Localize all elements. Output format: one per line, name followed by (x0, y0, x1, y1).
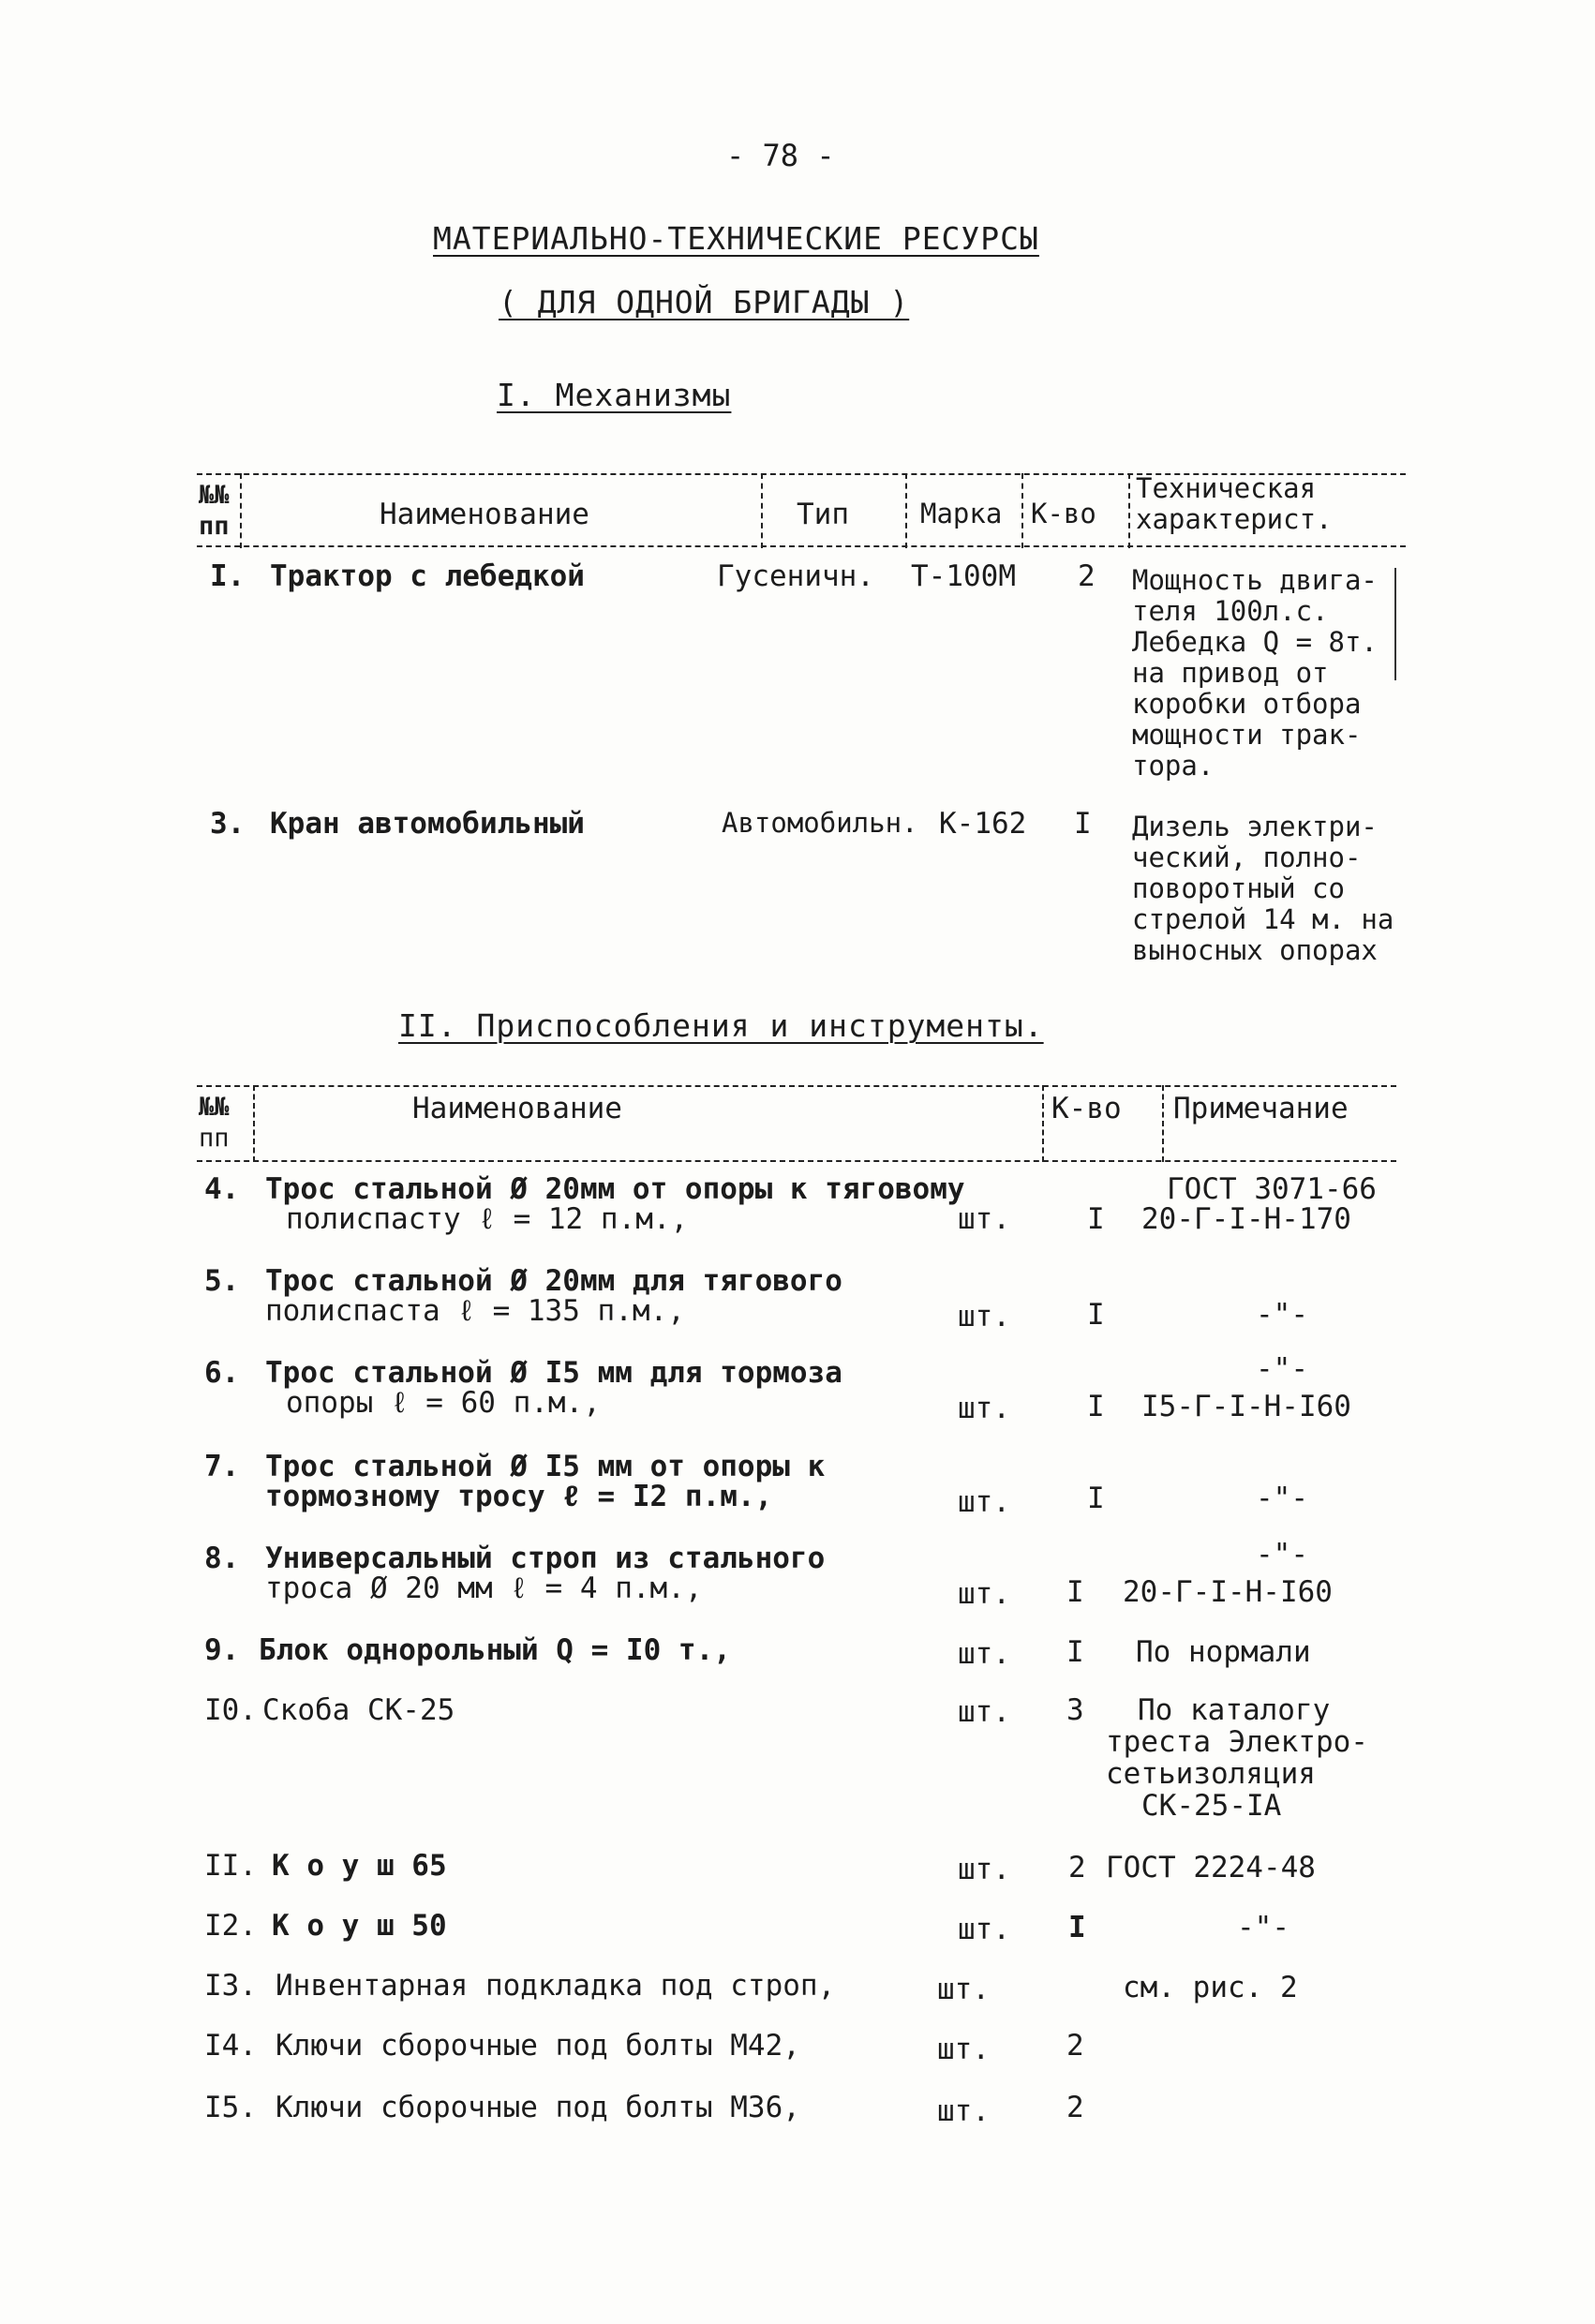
section1-header-qty: К-во (1031, 498, 1096, 529)
row-name: Скоба СК-25 (262, 1693, 455, 1727)
row-unit: шт. (937, 2094, 990, 2128)
row-note: По каталогу (1138, 1693, 1331, 1727)
row-spec: тора. (1132, 750, 1215, 782)
row-qty: I (1087, 1390, 1105, 1423)
row-number: 3. (210, 807, 246, 841)
section2-header-name: Наименование (412, 1092, 622, 1125)
row-qty: I (1068, 1911, 1086, 1944)
row-note: ГОСТ 2224-48 (1106, 1851, 1316, 1885)
row-number: 7. (204, 1450, 240, 1483)
section2-col-divider (1162, 1085, 1164, 1162)
section2-col-divider (1042, 1085, 1044, 1162)
section2-table-top-rule (197, 1085, 1396, 1087)
row-unit: шт. (937, 2033, 990, 2066)
row-note: сетьизоляция (1106, 1757, 1316, 1791)
row-name: Ключи сборочные под болты М36, (276, 2091, 800, 2124)
row-note: треста Электро- (1106, 1725, 1368, 1759)
section2-table-header-rule (197, 1160, 1396, 1162)
row-spec: теля 100л.с. (1132, 595, 1329, 627)
section1-header-type: Тип (797, 498, 849, 531)
row-note: -"- (1256, 1298, 1308, 1332)
row-qty: I (1087, 1482, 1105, 1515)
row-qty: 2 (1066, 2029, 1084, 2063)
row-name: полиспаста ℓ = 135 п.м., (265, 1294, 685, 1328)
row-spec: мощности трак- (1132, 719, 1362, 751)
row-note: СК-25-IА (1141, 1789, 1282, 1823)
row-spec: Мощность двига- (1132, 564, 1378, 596)
row-number: 9. (204, 1633, 240, 1667)
section1-heading: I. Механизмы (497, 377, 732, 413)
row-name: Блок однорольный Q = I0 т., (259, 1633, 731, 1667)
row-note: см. рис. 2 (1123, 1971, 1298, 2004)
row-unit: шт. (958, 1392, 1010, 1425)
row-note: -"- (1256, 1352, 1308, 1386)
row-spec: выносных опорах (1132, 934, 1378, 966)
row-spec: Лебедка Q = 8т. (1132, 626, 1378, 658)
row-spec: поворотный со (1132, 872, 1345, 904)
row-number: I4. (204, 2029, 257, 2063)
row-name: опоры ℓ = 60 п.м., (286, 1386, 601, 1420)
section2-col-divider (253, 1085, 255, 1162)
row-note: -"- (1256, 1482, 1308, 1515)
row-qty: I (1066, 1635, 1084, 1669)
row-number: 4. (204, 1172, 240, 1206)
row-name: Трактор с лебедкой (270, 559, 585, 593)
row-spec: коробки отбора (1132, 688, 1362, 720)
section2-header-num: пп (199, 1124, 230, 1153)
row-name: Трос стальной Ø 20мм от опоры к тяговому (265, 1172, 965, 1206)
row-brand: К-162 (939, 807, 1027, 841)
row-note: I5-Г-I-Н-I60 (1141, 1390, 1351, 1423)
row-number: 6. (204, 1356, 240, 1390)
row-unit: шт. (958, 1300, 1010, 1333)
row-note: -"- (1237, 1911, 1289, 1944)
row-name: Кран автомобильный (270, 807, 585, 841)
section1-col-divider (1128, 473, 1130, 548)
row-number: 8. (204, 1542, 240, 1575)
row-unit: шт. (958, 1853, 1010, 1886)
row-unit: шт. (958, 1695, 1010, 1729)
row-qty: I (1087, 1202, 1105, 1236)
margin-bracket (1394, 568, 1396, 680)
section1-col-divider (1021, 473, 1023, 548)
document-subtitle: ( ДЛЯ ОДНОЙ БРИГАДЫ ) (499, 284, 910, 320)
row-name: полиспасту ℓ = 12 п.м., (286, 1202, 689, 1236)
row-number: I3. (204, 1969, 257, 2003)
row-number: 5. (204, 1264, 240, 1298)
row-unit: шт. (958, 1485, 1010, 1519)
section1-col-divider (240, 473, 242, 548)
row-brand: Т-100М (911, 559, 1016, 593)
section1-table-header-rule (197, 545, 1406, 547)
section1-header-num: пп (199, 512, 230, 541)
row-number: I5. (204, 2091, 257, 2124)
section1-header-name: Наименование (380, 498, 589, 531)
document-title: МАТЕРИАЛЬНО-ТЕХНИЧЕСКИЕ РЕСУРСЫ (433, 220, 1039, 257)
row-unit: шт. (937, 1973, 990, 2006)
row-name: К о у ш 65 (272, 1849, 447, 1883)
row-name: тормозному тросу ℓ = I2 п.м., (265, 1480, 773, 1513)
row-note: 20-Г-I-Н-I60 (1123, 1575, 1333, 1609)
section1-col-divider (905, 473, 907, 548)
section2-header-num: №№ (199, 1093, 230, 1122)
row-name: Ключи сборочные под болты М42, (276, 2029, 800, 2063)
section1-header-num: №№ (199, 481, 230, 510)
row-spec: на привод от (1132, 657, 1329, 689)
section2-header-qty: К-во (1051, 1092, 1122, 1125)
row-name: Трос стальной Ø 20мм для тягового (265, 1264, 842, 1298)
row-qty: I (1087, 1298, 1105, 1332)
section1-col-divider (761, 473, 763, 548)
row-qty: I (1074, 807, 1092, 841)
row-note: -"- (1256, 1538, 1308, 1572)
row-spec: ческий, полно- (1132, 842, 1362, 873)
row-number: I0. (204, 1693, 257, 1727)
row-qty: 3 (1066, 1693, 1084, 1727)
row-spec: Дизель электри- (1132, 811, 1378, 842)
row-unit: шт. (958, 1637, 1010, 1671)
row-note: По нормали (1136, 1635, 1311, 1669)
row-qty: 2 (1066, 2091, 1084, 2124)
row-name: К о у ш 50 (272, 1909, 447, 1943)
row-note: 20-Г-I-Н-170 (1141, 1202, 1351, 1236)
row-note: ГОСТ 3071-66 (1167, 1172, 1377, 1206)
row-name: Трос стальной Ø I5 мм для тормоза (265, 1356, 842, 1390)
row-qty: 2 (1068, 1851, 1086, 1885)
page-number: - 78 - (726, 138, 835, 173)
section1-header-spec: характерист. (1136, 503, 1333, 535)
section2-heading: II. Приспособления и инструменты. (398, 1007, 1044, 1044)
row-unit: шт. (958, 1202, 1010, 1236)
row-type: Гусеничн. (717, 559, 874, 593)
section2-header-note: Примечание (1173, 1092, 1349, 1125)
row-number: II. (204, 1849, 257, 1883)
section1-header-spec: Техническая (1136, 472, 1317, 504)
row-unit: шт. (958, 1913, 1010, 1946)
row-name: троса Ø 20 мм ℓ = 4 п.м., (265, 1572, 703, 1605)
row-name: Инвентарная подкладка под строп, (276, 1969, 836, 2003)
row-number: I2. (204, 1909, 257, 1943)
section1-header-brand: Марка (920, 498, 1003, 529)
row-qty: 2 (1078, 559, 1096, 593)
row-qty: I (1066, 1575, 1084, 1609)
row-unit: шт. (958, 1577, 1010, 1611)
row-number: I. (210, 559, 246, 593)
row-name: Универсальный строп из стального (265, 1542, 826, 1575)
row-spec: стрелой 14 м. на (1132, 903, 1394, 935)
row-name: Трос стальной Ø I5 мм от опоры к (265, 1450, 826, 1483)
row-type: Автомобильн. (722, 807, 918, 839)
